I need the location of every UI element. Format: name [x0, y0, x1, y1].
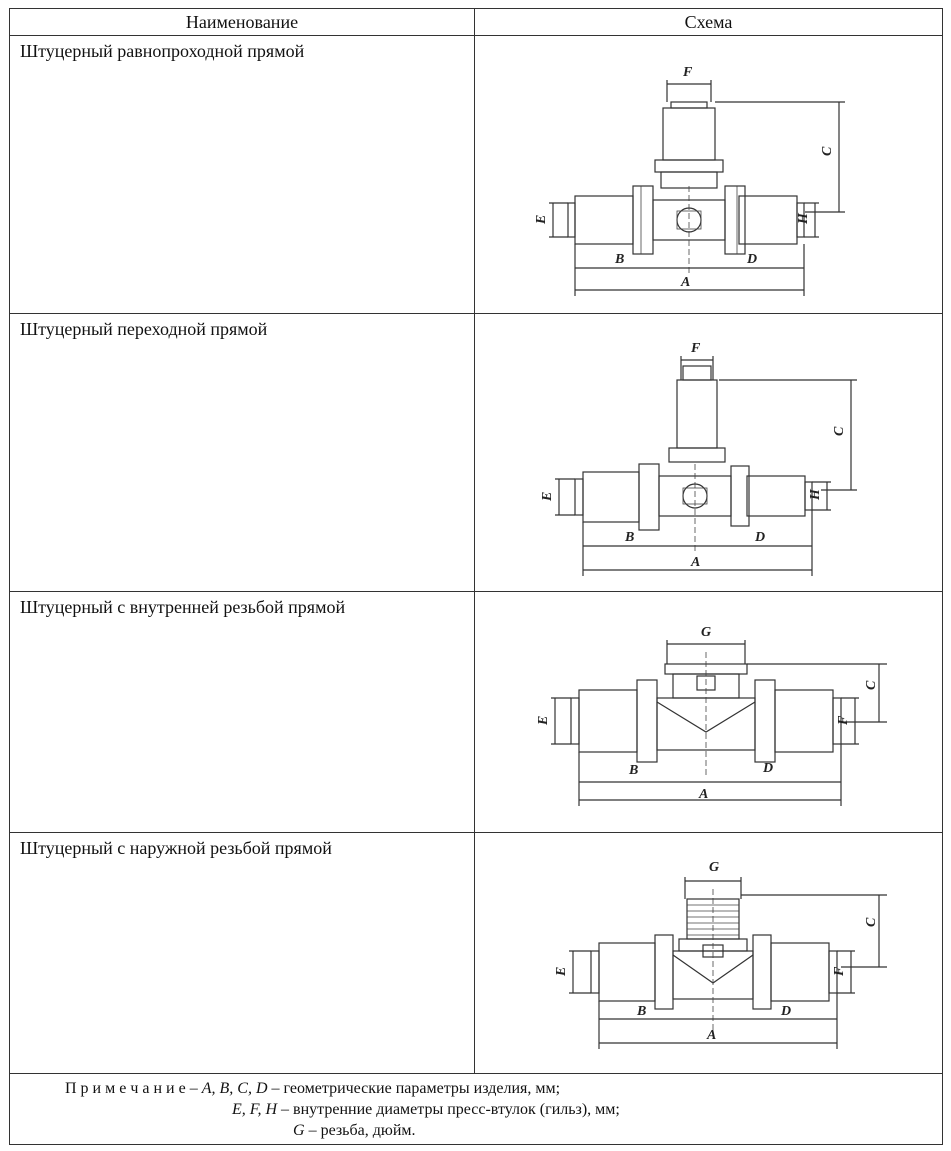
fitting-name: Штуцерный равнопроходной прямой: [10, 36, 475, 314]
dim-label-a: A: [691, 555, 701, 570]
dim-label-c: C: [864, 680, 879, 690]
dim-label-h: H: [808, 489, 823, 500]
table-row: [10, 592, 943, 833]
tee-reducing-drawing: [475, 314, 941, 591]
note-line-3: [10, 1120, 942, 1141]
dim-label-a: A: [699, 787, 709, 802]
note-params-1: A, B, C, D: [201, 1079, 268, 1097]
column-header-name: Наименование: [10, 9, 475, 36]
note-params-2: E, F, H: [232, 1100, 278, 1118]
fittings-table: [9, 8, 943, 1145]
note-line-1: [10, 1078, 942, 1099]
fitting-scheme: [475, 592, 943, 833]
note-text-2: – внутренние диаметры пресс-втулок (гильз), мм;: [281, 1100, 620, 1118]
dim-label-e: E: [554, 966, 569, 976]
fitting-name: Штуцерный с внутренней резьбой прямой: [10, 592, 475, 833]
note-params-3: G: [293, 1121, 305, 1139]
dim-label-g: G: [701, 625, 712, 640]
dim-label-d: D: [763, 761, 774, 776]
dim-label-e: E: [534, 214, 549, 224]
table-header-row: [10, 9, 943, 36]
dim-label-f: F: [836, 715, 851, 725]
tee-equal-drawing: [475, 36, 941, 313]
dim-label-d: D: [781, 1004, 792, 1019]
fitting-name: Штуцерный переходной прямой: [10, 314, 475, 592]
note-prefix: П р и м е ч а н и е –: [65, 1079, 198, 1097]
fitting-scheme: [475, 36, 943, 314]
dim-label-a: A: [707, 1028, 717, 1043]
dim-label-e: E: [536, 715, 551, 725]
fitting-scheme: [475, 314, 943, 592]
note-row: [10, 1074, 943, 1145]
dim-label-a: A: [681, 275, 691, 290]
note-line-2: [10, 1099, 942, 1120]
dim-label-d: D: [747, 252, 758, 267]
column-header-scheme: Схема: [475, 9, 943, 36]
dim-label-c: C: [832, 426, 847, 436]
dim-label-g: G: [709, 860, 720, 875]
dim-label-b: B: [629, 763, 639, 778]
dim-label-d: D: [755, 530, 766, 545]
note-text-1: – геометрические параметры изделия, мм;: [271, 1079, 561, 1097]
tee-male-thread-drawing: [475, 833, 941, 1073]
dim-label-c: C: [820, 146, 835, 156]
table-row: [10, 833, 943, 1074]
fitting-name: Штуцерный с наружной резьбой прямой: [10, 833, 475, 1074]
table-row: [10, 36, 943, 314]
dim-label-h: H: [796, 213, 811, 224]
dim-label-f: F: [683, 65, 693, 80]
fitting-scheme: [475, 833, 943, 1074]
dim-label-e: E: [540, 491, 555, 501]
dim-label-f: F: [691, 341, 701, 356]
table-note: [10, 1074, 943, 1145]
tee-female-thread-drawing: [475, 592, 941, 832]
dim-label-c: C: [864, 917, 879, 927]
dim-label-f: F: [832, 966, 847, 976]
note-text-3: – резьба, дюйм.: [308, 1121, 416, 1139]
table-row: [10, 314, 943, 592]
dim-label-b: B: [615, 252, 625, 267]
dim-label-b: B: [637, 1004, 647, 1019]
dim-label-b: B: [625, 530, 635, 545]
